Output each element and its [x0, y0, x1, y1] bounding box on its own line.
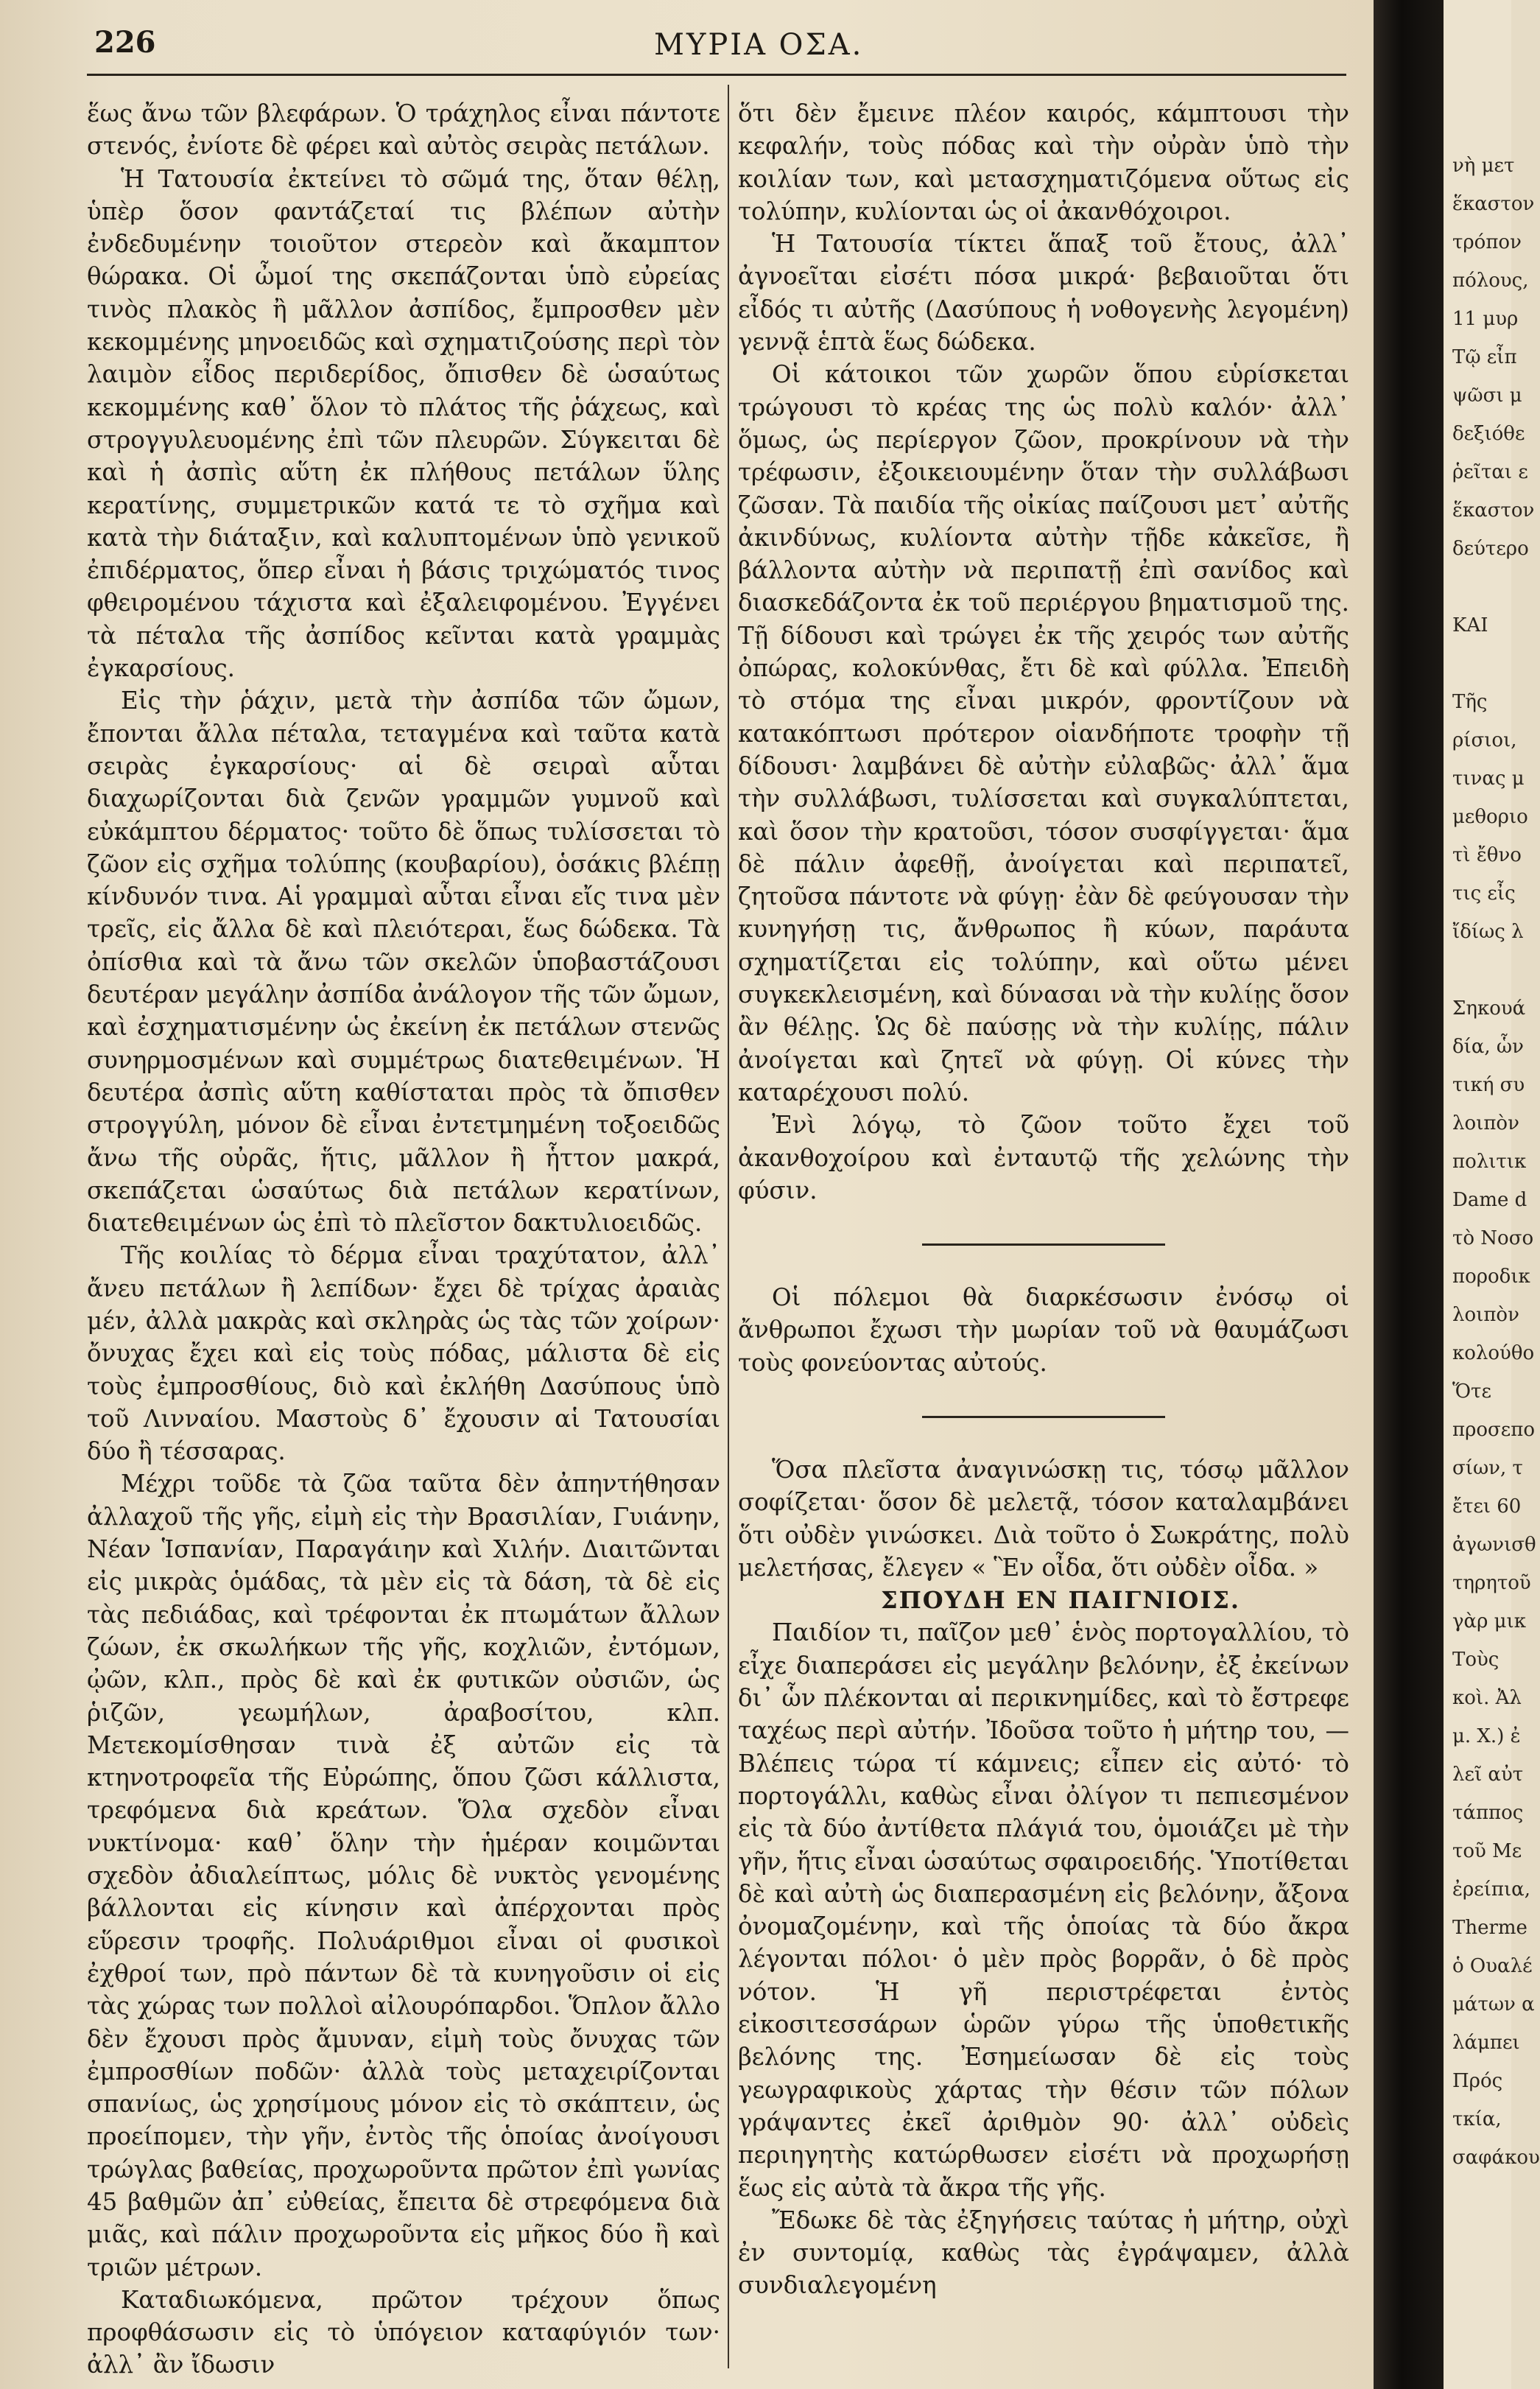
- facing-page-fragment: ἔτει 60: [1452, 1495, 1522, 1518]
- facing-page-fragment: δεξιόθε: [1452, 423, 1525, 445]
- page-header: [94, 21, 1346, 65]
- facing-page-fragment: ψῶσι μ: [1452, 385, 1522, 407]
- facing-page-fragment: 11 μυρ: [1452, 308, 1519, 330]
- facing-page-fragment: κολούθο: [1452, 1342, 1535, 1364]
- facing-page-fragment: τάππος: [1452, 1802, 1524, 1824]
- right-column: [738, 97, 1349, 2366]
- paragraph: Εἰς τὴν ῥάχιν, μετὰ τὴν ἀσπίδα τῶν ὤμων, ἔπονται ἄλλα πέταλα, τεταγμένα καὶ ταῦτα κατὰ σειρὰς ἐγκαρσίους· αἱ δὲ σειραὶ αὗται διαχωρίζονται διὰ ζενῶν γραμμῶν γυμνοῦ καὶ εὐκάμπτου δέρματος· τοῦτο δὲ ὅπως τυλίσσεται τὸ ζῶον εἰς σχῆμα τολύπης (κουβαρίου), ὁσάκις βλέπῃ κίνδυνόν τινα. Αἱ γραμμαὶ αὗται εἶναι εἴς τινα μὲν τρεῖς, εἰς ἄλλα δὲ καὶ πλειότεραι, ἕως δώδεκα. Τὰ ὀπίσθια καὶ τὰ ἄνω τῶν σκελῶν ὑποβαστάζουσι δευτέραν μεγάλην ἀσπίδα ἀνάλογον τῆς τῶν ὤμων, καὶ ἐσχηματισμένην ὡς ἐκείνη ἐκ πετάλων στενῶς συνηρμοσμένων καὶ συμμέτρως διατεθειμένων. Ἡ δευτέρα ἀσπὶς αὕτη καθίσταται πρὸς τὰ ὄπισθεν στρογγύλη, μόνον δὲ εἶναι ἐντετμημένη τοξοειδῶς ἄνω τῆς οὐρᾶς, ἥτις, μᾶλλον ἢ ἧττον μακρά, σκεπάζεται ὡσαύτως διὰ πετάλων κερατίνων, διατεθειμένων ὡς ἐπὶ τὸ πλεῖστον δακτυλιοειδῶς.: [87, 687, 720, 1238]
- facing-page-fragment: δία, ὧν: [1452, 1036, 1524, 1058]
- facing-page-fragment: λοιπὸν: [1452, 1112, 1519, 1134]
- facing-page-fragment: τική συ: [1452, 1074, 1525, 1096]
- facing-page-fragment: Πρός: [1452, 2070, 1503, 2092]
- section-separator: [922, 1243, 1165, 1246]
- facing-page-fragment: ὁ Ουαλέ: [1452, 1955, 1533, 1977]
- facing-page-fragment: γὰρ μικ: [1452, 1610, 1526, 1632]
- quote-socrates: Ὅσα πλεῖστα ἀναγινώσκῃ τις, τόσῳ μᾶλλον σοφίζεται· ὅσον δὲ μελετᾷ, τόσον καταλαμβάνει ὅτι οὐδὲν γινώσκει. Διὰ τοῦτο ὁ Σωκράτης, πολὺ μελετήσας, ἔλεγεν « Ἓν οἶδα, ὅτι οὐδὲν οἶδα. »: [738, 1455, 1349, 1582]
- facing-page-fragment: τρόπον: [1452, 231, 1522, 253]
- paragraph: ἕως ἄνω τῶν βλεφάρων. Ὁ τράχηλος εἶναι πάντοτε στενός, ἐνίοτε δὲ φέρει καὶ αὐτὸς σειρὰς πετάλων.: [87, 99, 720, 161]
- facing-page-fragment: λάμπει: [1452, 2032, 1520, 2054]
- facing-page-fragment: ποροδικ: [1452, 1266, 1530, 1288]
- paragraph: Τῆς κοιλίας τὸ δέρμα εἶναι τραχύτατον, ἀλλ᾿ ἄνευ πετάλων ἢ λεπίδων· ἔχει δὲ τρίχας ἀραιὰς μέν, ἀλλὰ μακρὰς καὶ σκληρὰς ὡς τὰς τῶν χοίρων· ὄνυχας ἔχει καὶ εἰς τοὺς πόδας, μάλιστα δὲ εἰς τοὺς ἐμπροσθίους, διὸ καὶ ἐκλήθη Δασύπους ὑπὸ τοῦ Λινναίου. Μαστοὺς δ᾿ ἔχουσιν αἱ Τατουσίαι δύο ἢ τέσσαρας.: [87, 1241, 720, 1466]
- facing-page-fragment: μεθοριο: [1452, 806, 1528, 828]
- paragraph: Παιδίον τι, παῖζον μεθ᾿ ἑνὸς πορτογαλλίου, τὸ εἶχε διαπεράσει εἰς μεγάλην βελόνην, ἐξ ἐκείνων δι᾿ ὧν πλέκονται αἱ περικνημίδες, καὶ τὸ ἔστρεφε ταχέως περὶ αὐτήν. Ἰδοῦσα τοῦτο ἡ μήτηρ του, — Βλέπεις τώρα τί κάμνεις; εἶπεν εἰς αὐτό· τὸ πορτογάλλι, καθὼς εἶναι ὀλίγον τι πεπιεσμένον εἰς τὰ δύο ἀντίθετα πλάγιά του, ὁμοιάζει μὲ τὴν γῆν, ἥτις εἶναι ὡσαύτως σφαιροειδής. Ὑποτίθεται δὲ καὶ αὐτὴ ὡς διαπερασμένη εἰς βελόνην, ἄξονα ὀνομαζομένην, καὶ τῆς ὁποίας τὰ δύο ἄκρα λέγονται πόλοι· ὁ μὲν πρὸς βορρᾶν, ὁ δὲ πρὸς νότον. Ἡ γῆ περιστρέφεται ἐντὸς εἰκοσιτεσσάρων ὡρῶν γύρω τῆς ὑποθετικῆς βελόνης της. Ἐσημείωσαν δὲ εἰς τοὺς γεωγραφικοὺς χάρτας τὴν θέσιν τῶν πόλων γράψαντες ἐκεῖ ἀριθμὸν 90· ἀλλ᾿ οὐδεὶς περιηγητὴς κατώρθωσεν εἰσέτι νὰ προχωρήσῃ ἕως εἰς αὐτὰ τὰ ἄκρα τῆς γῆς.: [738, 1618, 1349, 2202]
- facing-page-fragment: πόλους,: [1452, 270, 1529, 292]
- facing-page-fragment: τις εἶς: [1452, 883, 1516, 905]
- quote-war: Οἱ πόλεμοι θὰ διαρκέσωσιν ἐνόσῳ οἱ ἄνθρωποι ἔχωσι τὴν μωρίαν τοῦ νὰ θαυμάζωσι τοὺς φονεύοντας αὐτούς.: [738, 1283, 1349, 1377]
- facing-page-fragment: ἕκαστον: [1452, 193, 1535, 215]
- facing-page-fragment: τοῦ Με: [1452, 1840, 1522, 1862]
- facing-page-fragment: Ὅτε: [1452, 1381, 1491, 1403]
- facing-page-fragment: τὸ Νοσο: [1452, 1227, 1534, 1249]
- facing-page-fragment: Τῷ εἶπ: [1452, 346, 1517, 368]
- facing-page-fragment: ρίσιοι,: [1452, 729, 1517, 751]
- facing-page-fragment: τηρητοῦ: [1452, 1572, 1531, 1594]
- facing-page-fragment: νὴ μετ: [1452, 155, 1515, 177]
- section-title: ΣΠΟΥΔΗ ΕΝ ΠΑΙΓΝΙΟΙΣ.: [880, 1586, 1241, 1615]
- facing-page-fragment: ἕκαστον: [1452, 499, 1535, 522]
- facing-page-fragment: ῥεῖται ε: [1452, 461, 1528, 483]
- facing-page-fragment: τὶ ἔθνο: [1452, 844, 1522, 866]
- facing-page-fragment: ἴδίως λ: [1452, 921, 1524, 943]
- paragraph: Ἔδωκε δὲ τὰς ἐξηγήσεις ταύτας ἡ μήτηρ, οὐχὶ ἐν συντομίᾳ, καθὼς τὰς ἐγράψαμεν, ἀλλὰ συνδιαλεγομένη: [738, 2206, 1349, 2300]
- running-title: ΜΥΡΙΑ ΟΣΑ.: [654, 28, 864, 62]
- facing-page-fragment: ἐρείπια,: [1452, 1878, 1531, 1901]
- facing-page-fragment: Τῆς: [1452, 691, 1488, 713]
- paragraph: Καταδιωκόμενα, πρῶτον τρέχουν ὅπως προφθάσωσιν εἰς τὸ ὑπόγειον καταφύγιόν των· ἀλλ᾿ ἂν ἴδωσιν: [87, 2285, 720, 2379]
- facing-page-fragment: πολιτικ: [1452, 1151, 1527, 1173]
- facing-page-fragment: Τοὺς: [1452, 1649, 1499, 1671]
- paragraph: Μέχρι τοῦδε τὰ ζῶα ταῦτα δὲν ἀπηντήθησαν ἀλλαχοῦ τῆς γῆς, εἰμὴ εἰς τὴν Βρασιλίαν, Γυιάνην, Νέαν Ἱσπανίαν, Παραγάιην καὶ Χιλήν. Διαιτῶνται εἰς μικρὰς ὁμάδας, τὰ μὲν εἰς τὰ δάση, τὰ δὲ εἰς τὰς πεδιάδας, καὶ τρέφονται ἐκ πτωμάτων ἄλλων ζώων, ἐκ σκωλήκων τῆς γῆς, κοχλιῶν, ἐντόμων, ᾠῶν, κλπ., πρὸς δὲ καὶ ἐκ φυτικῶν οὐσιῶν, ὡς ῥιζῶν, γεωμήλων, ἀραβοσίτου, κλπ. Μετεκομίσθησαν τινὰ ἐξ αὐτῶν εἰς τὰ κτηνοτροφεῖα τῆς Εὐρώπης, ὅπου ζῶσι κάλλιστα, τρεφόμενα διὰ κρεάτων. Ὅλα σχεδὸν εἶναι νυκτίνομα· καθ᾿ ὅλην τὴν ἡμέραν κοιμῶνται σχεδὸν ἀδιαλείπτως, μόλις δὲ νυκτὸς γενομένης βάλλονται εἰς κίνησιν καὶ ἀπέρχονται πρὸς εὕρεσιν τροφῆς. Πολυάριθμοι εἶναι οἱ φυσικοὶ ἐχθροί των, πρὸ πάντων δὲ τὰ κυνηγοῦσιν οἱ εἰς τὰς χώρας των πολλοὶ αἰλουρόπαρδοι. Ὅπλον ἄλλο δὲν ἔχουσι πρὸς ἄμυναν, εἰμὴ τοὺς ὄνυχας τῶν ἐμπροσθίων ποδῶν· ἀλλὰ τοὺς μεταχειρίζονται σπανίως, ὡς χρησίμους μόνον εἰς τὸ σκάπτειν, ὡς προείπομεν, τὴν γῆν, ἐντὸς τῆς ὁποίας ἀνοίγουσι τρώγλας βαθείας, προχωροῦντα πρῶτον ἐπὶ γωνίας 45 βαθμῶν ἀπ᾿ εὐθείας, ἔπειτα δὲ στρεφόμενα διὰ μιᾶς, καὶ πάλιν προχωροῦντα εἰς μῆκος δύο ἢ καὶ τριῶν μέτρων.: [87, 1470, 720, 2281]
- facing-page-fragment: Therme: [1452, 1917, 1527, 1939]
- facing-page-fragment: κοὶ. Ἀλ: [1452, 1687, 1522, 1709]
- facing-page-fragment: λεῖ αὐτ: [1452, 1764, 1524, 1786]
- left-column: [87, 97, 720, 2379]
- facing-page-fragment: τινας μ: [1452, 768, 1525, 790]
- facing-page-fragment: Dame d: [1452, 1189, 1527, 1211]
- facing-page-fragment: σίων, τ: [1452, 1457, 1523, 1479]
- section-separator: [922, 1416, 1165, 1418]
- facing-page-fragment: ἀγωνισθ: [1452, 1534, 1536, 1556]
- paragraph: Ἡ Τατουσία τίκτει ἅπαξ τοῦ ἔτους, ἀλλ᾿ ἀγνοεῖται εἰσέτι πόσα μικρά· βεβαιοῦται ὅτι εἶδός τι αὐτῆς (Δασύπους ἡ νοθογενὴς λεγομένη) γεννᾷ ἑπτὰ ἕως δώδεκα.: [738, 230, 1349, 357]
- facing-page-fragment: μάτων α: [1452, 1993, 1535, 2016]
- header-rule: [87, 74, 1346, 76]
- facing-page-fragment: τκία,: [1452, 2108, 1502, 2130]
- facing-page-fragment: Σηκουά: [1452, 997, 1526, 1020]
- page-number: 226: [94, 25, 156, 60]
- paragraph: Ἐνὶ λόγῳ, τὸ ζῶον τοῦτο ἔχει τοῦ ἀκανθοχοίρου καὶ ἐνταυτῷ τῆς χελώνης τὴν φύσιν.: [738, 1111, 1349, 1204]
- book-gutter: [1374, 0, 1444, 2389]
- facing-page-fragment: ΚΑΙ: [1452, 614, 1488, 636]
- facing-page-fragment: προσεπο: [1452, 1419, 1535, 1441]
- paragraph: ὅτι δὲν ἔμεινε πλέον καιρός, κάμπτουσι τὴν κεφαλήν, τοὺς πόδας καὶ τὴν οὐρὰν ὑπὸ τὴν κοιλίαν των, καὶ μετασχηματιζόμενα οὕτως εἰς τολύπην, κυλίονται ὡς οἱ ἀκανθόχοιροι.: [738, 99, 1349, 225]
- facing-page-fragment: μ. Χ.) ἐ: [1452, 1725, 1521, 1747]
- paragraph: Ἡ Τατουσία ἐκτείνει τὸ σῶμά της, ὅταν θέλῃ, ὑπὲρ ὅσον φαντάζεταί τις βλέπων αὐτὴν ἐνδεδυμένην τοιοῦτον στερεὸν καὶ ἄκαμπτον θώρακα. Οἱ ὦμοί της σκεπάζονται ὑπὸ εὐρείας τινὸς πλακὸς ἢ μᾶλλον ἀσπίδος, ἔμπροσθεν μὲν κεκομμένης μηνοειδῶς καὶ σχηματιζούσης περὶ τὸν λαιμὸν εἶδος περιδερίδος, ὄπισθεν δὲ ὡσαύτως κεκομμένης καθ᾿ ὅλον τὸ πλάτος τῆς ῥάχεως, καὶ στρογγυλευομένης ἐπὶ τῶν πλευρῶν. Σύγκειται δὲ καὶ ἡ ἀσπὶς αὕτη ἐκ πλήθους πετάλων ὕλης κερατίνης, συμμετρικῶν κατά τε τὸ σχῆμα καὶ κατὰ τὴν διάταξιν, καὶ καλυπτομένων ὑπὸ γενικοῦ ἐπιδέρματος, ὅπερ εἶναι ἡ βάσις τριχώματός τινος φθειρομένου τάχιστα καὶ ἐξαλειφομένου. Ἐγγένει τὰ πέταλα τῆς ἀσπίδος κεῖνται κατὰ γραμμὰς ἐγκαρσίους.: [87, 164, 720, 683]
- facing-page-edge: [1444, 0, 1540, 2389]
- facing-page-fragment: λοιπὸν: [1452, 1304, 1519, 1326]
- facing-page-fragment: σαφάκου: [1452, 2147, 1540, 2169]
- facing-page-fragment: δεύτερο: [1452, 538, 1529, 560]
- paragraph: Οἱ κάτοικοι τῶν χωρῶν ὅπου εὑρίσκεται τρώγουσι τὸ κρέας της ὡς πολὺ καλόν· ἀλλ᾿ ὅμως, ὡς περίεργον ζῶον, προκρίνουν νὰ τὴν τρέφωσιν, ἐξοικειουμένην ὅταν τὴν συλλάβωσι ζῶσαν. Τὰ παιδία τῆς οἰκίας παίζουσι μετ᾿ αὐτῆς ἀκινδύνως, κυλίοντα αὐτὴν τῇδε κἀκεῖσε, ἢ βάλλοντα αὐτὴν νὰ περιπατῇ ἐπὶ σανίδος καὶ διασκεδάζοντα ἐκ τοῦ περιέργου βηματισμοῦ της. Τῇ δίδουσι καὶ τρώγει ἐκ τῆς χειρός των αὐτῆς ὀπώρας, κολοκύνθας, ἔτι δὲ καὶ φύλλα. Ἐπειδὴ τὸ στόμα της εἶναι μικρόν, φροντίζουν νὰ κατακόπτωσι πρότερον οἱανδήποτε τροφὴν τῇ δίδουσι· λαμβάνει δὲ αὐτὴν εὐλαβῶς· ἀλλ᾿ ἅμα τὴν συλλάβωσι, τυλίσσεται καὶ συγκαλύπτεται, καὶ ὅσον τὴν κρατοῦσι, τόσον συσφίγγεται· ἅμα δὲ πάλιν ἀφεθῇ, ἀνοίγεται καὶ περιπατεῖ, ζητοῦσα πάντοτε νὰ φύγῃ· ἐὰν δὲ φεύγουσαν τὴν κυνηγήσῃ τις, ἄνθρωπος ἢ κύων, παράυτα σχηματίζεται εἰς τολύπην, καὶ οὕτω μένει συγκεκλεισμένη, καὶ δύνασαι νὰ τὴν κυλίῃς ὅσον ἂν θέλῃς. Ὡς δὲ παύσῃς νὰ τὴν κυλίῃς, πάλιν ἀνοίγεται καὶ ζητεῖ νὰ φύγῃ. Οἱ κύνες τὴν καταρέχουσι πολύ.: [738, 360, 1349, 1106]
- column-divider: [728, 85, 729, 2368]
